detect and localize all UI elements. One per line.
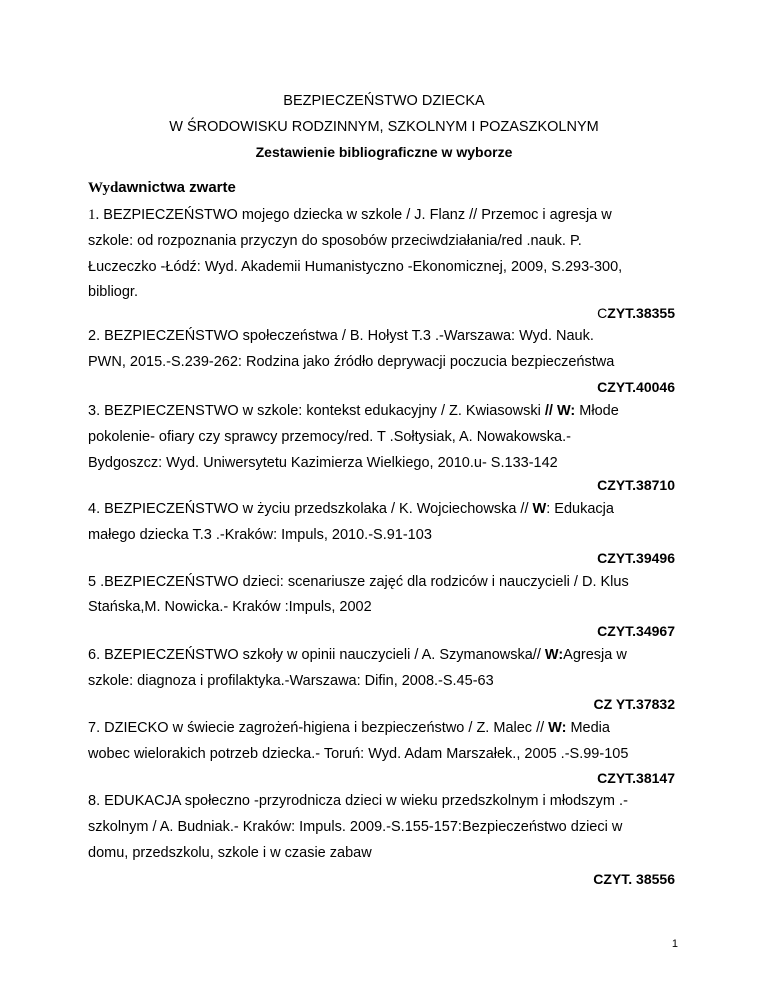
entry-4-text-end: : Edukacja — [546, 501, 614, 517]
entry-3-signature: CZYT.38710 — [597, 477, 675, 493]
entry-6-in-marker: W: — [544, 647, 564, 663]
entry-6-line-1 — [88, 646, 627, 664]
document-subtitle: Zestawienie bibliograficzne w wyborze — [255, 144, 513, 160]
entry-5-line-1: 5 .BEZPIECZEŃSTWO dzieci: scenariusze zajęć dla rodziców i nauczycieli / D. Klus — [88, 574, 629, 590]
entry-3-text-start: 3. BEZPIECZENSTWO w szkole: kontekst edukacyjny / Z. Kwiasowski — [88, 403, 545, 419]
entry-1-line-2: szkole: od rozpoznania przyczyn do sposobów przeciwdziałania/red .nauk. P. — [88, 233, 582, 249]
entry-1-number: 1. — [88, 207, 100, 223]
entry-7-line-2: wobec wielorakich potrzeb dziecka.- Toruń: Wyd. Adam Marszałek., 2005 .-S.99-105 — [88, 746, 629, 762]
section-heading-rest: awnictwa zwarte — [118, 179, 236, 196]
entry-2-line-1: 2. BEZPIECZEŃSTWO społeczeństwa / B. Hołyst T.3 .-Warszawa: Wyd. Nauk. — [88, 328, 594, 344]
entry-2-signature: CZYT.40046 — [597, 379, 675, 395]
entry-7-signature: CZYT.38147 — [597, 770, 675, 786]
entry-3-text-end: Młode — [575, 403, 619, 419]
document-title-line-1: BEZPIECZEŃSTWO DZIECKA — [283, 93, 485, 109]
entry-7-text-start: 7. DZIECKO w świecie zagrożeń-higiena i bezpieczeństwo / Z. Malec // — [88, 720, 549, 736]
entry-4-signature: CZYT.39496 — [597, 550, 675, 566]
entry-5-line-2: Stańska,M. Nowicka.- Kraków :Impuls, 2002 — [88, 599, 372, 615]
entry-6-text-end: Agresja w — [563, 647, 627, 663]
section-heading-prefix: Wyd — [88, 180, 119, 196]
entry-3-line-1 — [88, 402, 619, 420]
entry-1-line-4: bibliogr. — [88, 284, 138, 300]
section-heading — [88, 178, 236, 198]
entry-4-line-1 — [88, 500, 614, 518]
entry-1-signature-rest: ZYT.38355 — [607, 305, 675, 321]
entry-4-in-marker: W — [532, 501, 547, 517]
entry-2-line-2: PWN, 2015.-S.239-262: Rodzina jako źródło deprywacji poczucia bezpieczeństwa — [88, 354, 615, 370]
entry-6-line-2: szkole: diagnoza i profilaktyka.-Warszawa: Difin, 2008.-S.45-63 — [88, 673, 494, 689]
entry-1-text-1: BEZPIECZEŃSTWO mojego dziecka w szkole / J. Flanz // Przemoc i agresja w — [103, 207, 612, 223]
entry-3-line-3: Bydgoszcz: Wyd. Uniwersytetu Kazimierza Wielkiego, 2010.u- S.133-142 — [88, 455, 558, 471]
entry-1-line-1 — [88, 206, 612, 224]
document-title-line-2: W ŚRODOWISKU RODZINNYM, SZKOLNYM I POZASZKOLNYM — [169, 119, 599, 135]
entry-7-line-1 — [88, 719, 610, 737]
entry-7-text-end: Media — [566, 720, 610, 736]
page-number: 1 — [671, 938, 678, 950]
entry-5-signature: CZYT.34967 — [597, 623, 675, 639]
entry-8-signature: CZYT. 38556 — [593, 871, 675, 887]
entry-6-signature: CZ YT.37832 — [593, 696, 675, 712]
entry-1-signature-prefix: C — [597, 305, 608, 321]
entry-8-line-1: 8. EDUKACJA społeczno -przyrodnicza dzieci w wieku przedszkolnym i młodszym .- — [88, 793, 628, 809]
entry-7-in-marker: W: — [548, 720, 567, 736]
entry-1-line-3: Łuczeczko -Łódź: Wyd. Akademii Humanistyczno -Ekonomicznej, 2009, S.293-300, — [88, 259, 623, 275]
entry-6-text-start: 6. BZEPIECZEŃSTWO szkoły w opinii nauczycieli / A. Szymanowska// — [88, 647, 545, 663]
entry-3-line-2: pokolenie- ofiary czy sprawcy przemocy/red. T .Sołtysiak, A. Nowakowska.- — [88, 429, 571, 445]
entry-4-line-2: małego dziecka T.3 .-Kraków: Impuls, 2010.-S.91-103 — [88, 527, 432, 543]
entry-3-in-marker: // W: — [544, 403, 576, 419]
entry-4-text-start: 4. BEZPIECZEŃSTWO w życiu przedszkolaka / K. Wojciechowska // — [88, 501, 533, 517]
entry-8-line-2: szkolnym / A. Budniak.- Kraków: Impuls. 2009.-S.155-157:Bezpieczeństwo dzieci w — [88, 819, 623, 835]
entry-8-line-3: domu, przedszkolu, szkole i w czasie zabaw — [88, 845, 372, 861]
entry-1-signature — [597, 304, 675, 322]
